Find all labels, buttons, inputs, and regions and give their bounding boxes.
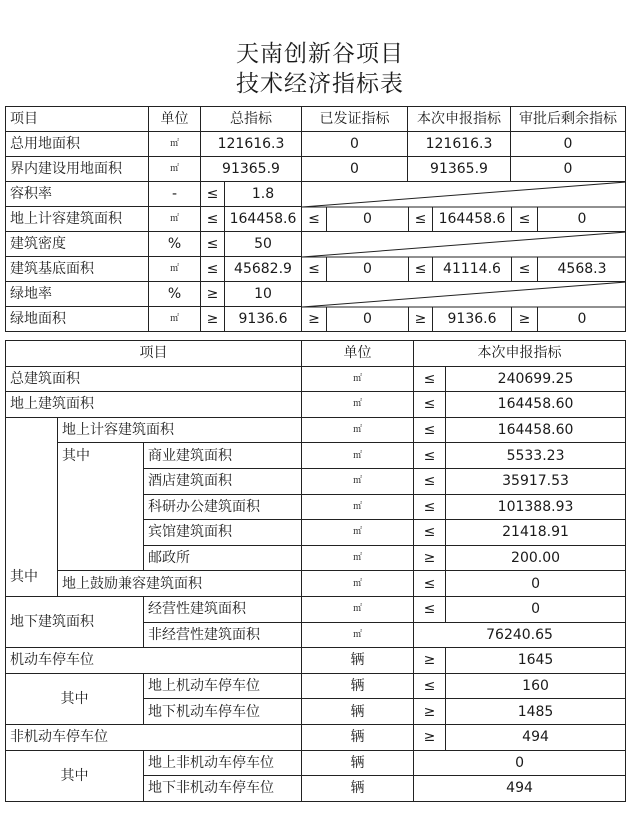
row-value: 164458.60 [446, 392, 626, 418]
row-unit: ㎡ [302, 443, 414, 469]
row-value: 0 [446, 571, 626, 597]
table-row [6, 182, 626, 207]
row-unit: ㎡ [302, 494, 414, 520]
row-total: 164458.6 [225, 207, 302, 232]
row-item: 邮政所 [144, 545, 302, 571]
sub-value-issued-op: ≥ [308, 311, 320, 327]
row-op: ≤ [414, 673, 446, 699]
sub-value-issued: 0 [326, 307, 408, 332]
header-unit: 单位 [302, 341, 414, 367]
header-remaining: 审批后剩余指标 [511, 107, 626, 132]
sub-value-current: 164458.6 [432, 207, 511, 232]
document-title: 天南创新谷项目 [236, 41, 404, 67]
row-unit: ㎡ [149, 257, 201, 282]
row-op: ≥ [414, 648, 446, 674]
row-value: 101388.93 [446, 494, 626, 520]
row-item: 地上鼓励兼容建筑面积 [58, 571, 302, 597]
row-value: 21418.91 [446, 520, 626, 546]
header-item: 项目 [6, 107, 149, 132]
row-value: 160 [446, 673, 626, 699]
row-unit: % [149, 282, 201, 307]
sub-value-issued: 0 [326, 257, 408, 282]
sub-value-remaining: 4568.3 [537, 257, 626, 282]
row-value: 35917.53 [446, 468, 626, 494]
row-unit: 辆 [302, 724, 414, 750]
header-total: 总指标 [201, 107, 302, 132]
row-op: ≤ [414, 571, 446, 597]
group-label: 其中 [6, 417, 58, 596]
group-label: 其中 [6, 673, 144, 724]
row-total-op: ≥ [201, 307, 225, 332]
row-item: 商业建筑面积 [144, 443, 302, 469]
row-op: ≥ [414, 699, 446, 725]
group-label: 其中 [6, 750, 144, 801]
header-current: 本次申报指标 [408, 107, 511, 132]
table-row [6, 750, 626, 776]
row-item: 地上计容建筑面积 [6, 207, 149, 232]
row-item: 机动车停车位 [6, 648, 302, 674]
row-current: 91365.9 [408, 157, 511, 182]
row-op: ≥ [414, 724, 446, 750]
diagonal-blank-cell [302, 232, 626, 282]
row-item: 建筑密度 [6, 232, 149, 257]
sub-value-issued-op: ≤ [308, 211, 320, 227]
row-total: 45682.9 [225, 257, 302, 282]
row-value: 0 [414, 750, 626, 776]
row-unit: ㎡ [149, 132, 201, 157]
row-value: 164458.60 [446, 417, 626, 443]
row-unit: 辆 [302, 673, 414, 699]
sub-value-remaining-op: ≤ [511, 257, 537, 282]
row-value: 0 [446, 596, 626, 622]
table-row [6, 282, 626, 307]
sub-value-remaining-op: ≤ [511, 207, 537, 232]
row-total-op: ≤ [201, 207, 225, 232]
sub-value-current: 41114.6 [432, 257, 511, 282]
header-item: 项目 [6, 341, 302, 367]
row-item: 地上计容建筑面积 [58, 417, 302, 443]
sub-value-remaining-op: ≥ [511, 307, 537, 332]
row-unit: 辆 [302, 750, 414, 776]
table-row [6, 132, 626, 157]
row-item: 总建筑面积 [6, 366, 302, 392]
row-total: 1.8 [225, 182, 302, 207]
row-unit: 辆 [302, 776, 414, 802]
header-issued: 已发证指标 [302, 107, 408, 132]
row-issued: 0 [302, 157, 408, 182]
sub-value-issued: 0 [326, 207, 408, 232]
row-sub-item: 地下非机动车停车位 [144, 776, 302, 802]
row-sub-item: 地上机动车停车位 [144, 673, 302, 699]
sub-value-remaining: 0 [537, 207, 626, 232]
table-row [6, 648, 626, 674]
row-op: ≤ [414, 520, 446, 546]
row-item: 地下建筑面积 [6, 596, 144, 647]
table2-header-row [6, 341, 626, 367]
table-row [6, 724, 626, 750]
row-item: 绿地面积 [6, 307, 149, 332]
row-unit: ㎡ [302, 366, 414, 392]
table-row [6, 157, 626, 182]
row-unit: ㎡ [302, 520, 414, 546]
row-total: 9136.6 [225, 307, 302, 332]
table-row [6, 596, 626, 622]
row-unit: ㎡ [302, 468, 414, 494]
row-unit: 辆 [302, 699, 414, 725]
row-current: 121616.3 [408, 132, 511, 157]
row-item: 容积率 [6, 182, 149, 207]
row-unit: 辆 [302, 648, 414, 674]
document-subtitle: 技术经济指标表 [236, 71, 404, 97]
diagonal-blank-cell [302, 182, 626, 232]
table-row [6, 232, 626, 257]
row-op: ≤ [414, 392, 446, 418]
row-unit: ㎡ [302, 545, 414, 571]
row-op: ≤ [414, 417, 446, 443]
row-unit: ㎡ [302, 417, 414, 443]
row-issued: 0 [302, 132, 408, 157]
row-total: 91365.9 [201, 157, 302, 182]
row-remaining: 0 [511, 132, 626, 157]
row-sub-item: 经营性建筑面积 [144, 596, 302, 622]
row-total-op: ≤ [201, 232, 225, 257]
row-value: 494 [446, 724, 626, 750]
sub-value-issued-op: ≤ [308, 261, 320, 277]
row-item: 酒店建筑面积 [144, 468, 302, 494]
row-item: 宾馆建筑面积 [144, 520, 302, 546]
row-value: 1645 [446, 648, 626, 674]
row-op: ≤ [414, 596, 446, 622]
table-row [6, 392, 626, 418]
row-op: ≤ [414, 366, 446, 392]
row-item: 绿地率 [6, 282, 149, 307]
row-op: ≤ [414, 443, 446, 469]
row-unit: ㎡ [302, 622, 414, 648]
row-total-op: ≤ [201, 257, 225, 282]
row-value: 1485 [446, 699, 626, 725]
row-remaining: 0 [511, 157, 626, 182]
diagonal-blank-cell [302, 282, 626, 332]
table1-header-row [6, 107, 626, 132]
row-op: ≤ [414, 494, 446, 520]
row-item: 界内建设用地面积 [6, 157, 149, 182]
header-current: 本次申报指标 [414, 341, 626, 367]
row-unit: ㎡ [149, 307, 201, 332]
table-row [6, 571, 626, 597]
indicator-table-1 [5, 106, 626, 332]
sub-value-current-op: ≥ [408, 307, 432, 332]
row-total: 10 [225, 282, 302, 307]
row-op: ≤ [414, 468, 446, 494]
row-unit: - [149, 182, 201, 207]
row-item: 建筑基底面积 [6, 257, 149, 282]
sub-value-current-op: ≤ [408, 207, 432, 232]
row-value: 240699.25 [446, 366, 626, 392]
row-item: 总用地面积 [6, 132, 149, 157]
row-value: 76240.65 [414, 622, 626, 648]
row-unit: ㎡ [149, 157, 201, 182]
row-item: 科研办公建筑面积 [144, 494, 302, 520]
row-total: 50 [225, 232, 302, 257]
table-row [6, 443, 626, 469]
row-item: 地上建筑面积 [6, 392, 302, 418]
table-row [6, 417, 626, 443]
row-sub-item: 地上非机动车停车位 [144, 750, 302, 776]
sub-value-current-op: ≤ [408, 257, 432, 282]
row-item: 非机动车停车位 [6, 724, 302, 750]
row-value: 494 [414, 776, 626, 802]
row-unit: ㎡ [149, 207, 201, 232]
sub-value-remaining: 0 [537, 307, 626, 332]
table-row [6, 366, 626, 392]
row-total-op: ≤ [201, 182, 225, 207]
row-sub-item: 地下机动车停车位 [144, 699, 302, 725]
table-row [6, 673, 626, 699]
indicator-table-2 [5, 340, 626, 802]
row-sub-item: 非经营性建筑面积 [144, 622, 302, 648]
row-value: 200.00 [446, 545, 626, 571]
row-value: 5533.23 [446, 443, 626, 469]
row-unit: ㎡ [302, 596, 414, 622]
sub-value-current: 9136.6 [432, 307, 511, 332]
group-label: 其中 [58, 443, 144, 571]
row-unit: ㎡ [302, 571, 414, 597]
row-total: 121616.3 [201, 132, 302, 157]
row-unit: ㎡ [302, 392, 414, 418]
row-op: ≥ [414, 545, 446, 571]
row-unit: % [149, 232, 201, 257]
header-unit: 单位 [149, 107, 201, 132]
row-total-op: ≥ [201, 282, 225, 307]
